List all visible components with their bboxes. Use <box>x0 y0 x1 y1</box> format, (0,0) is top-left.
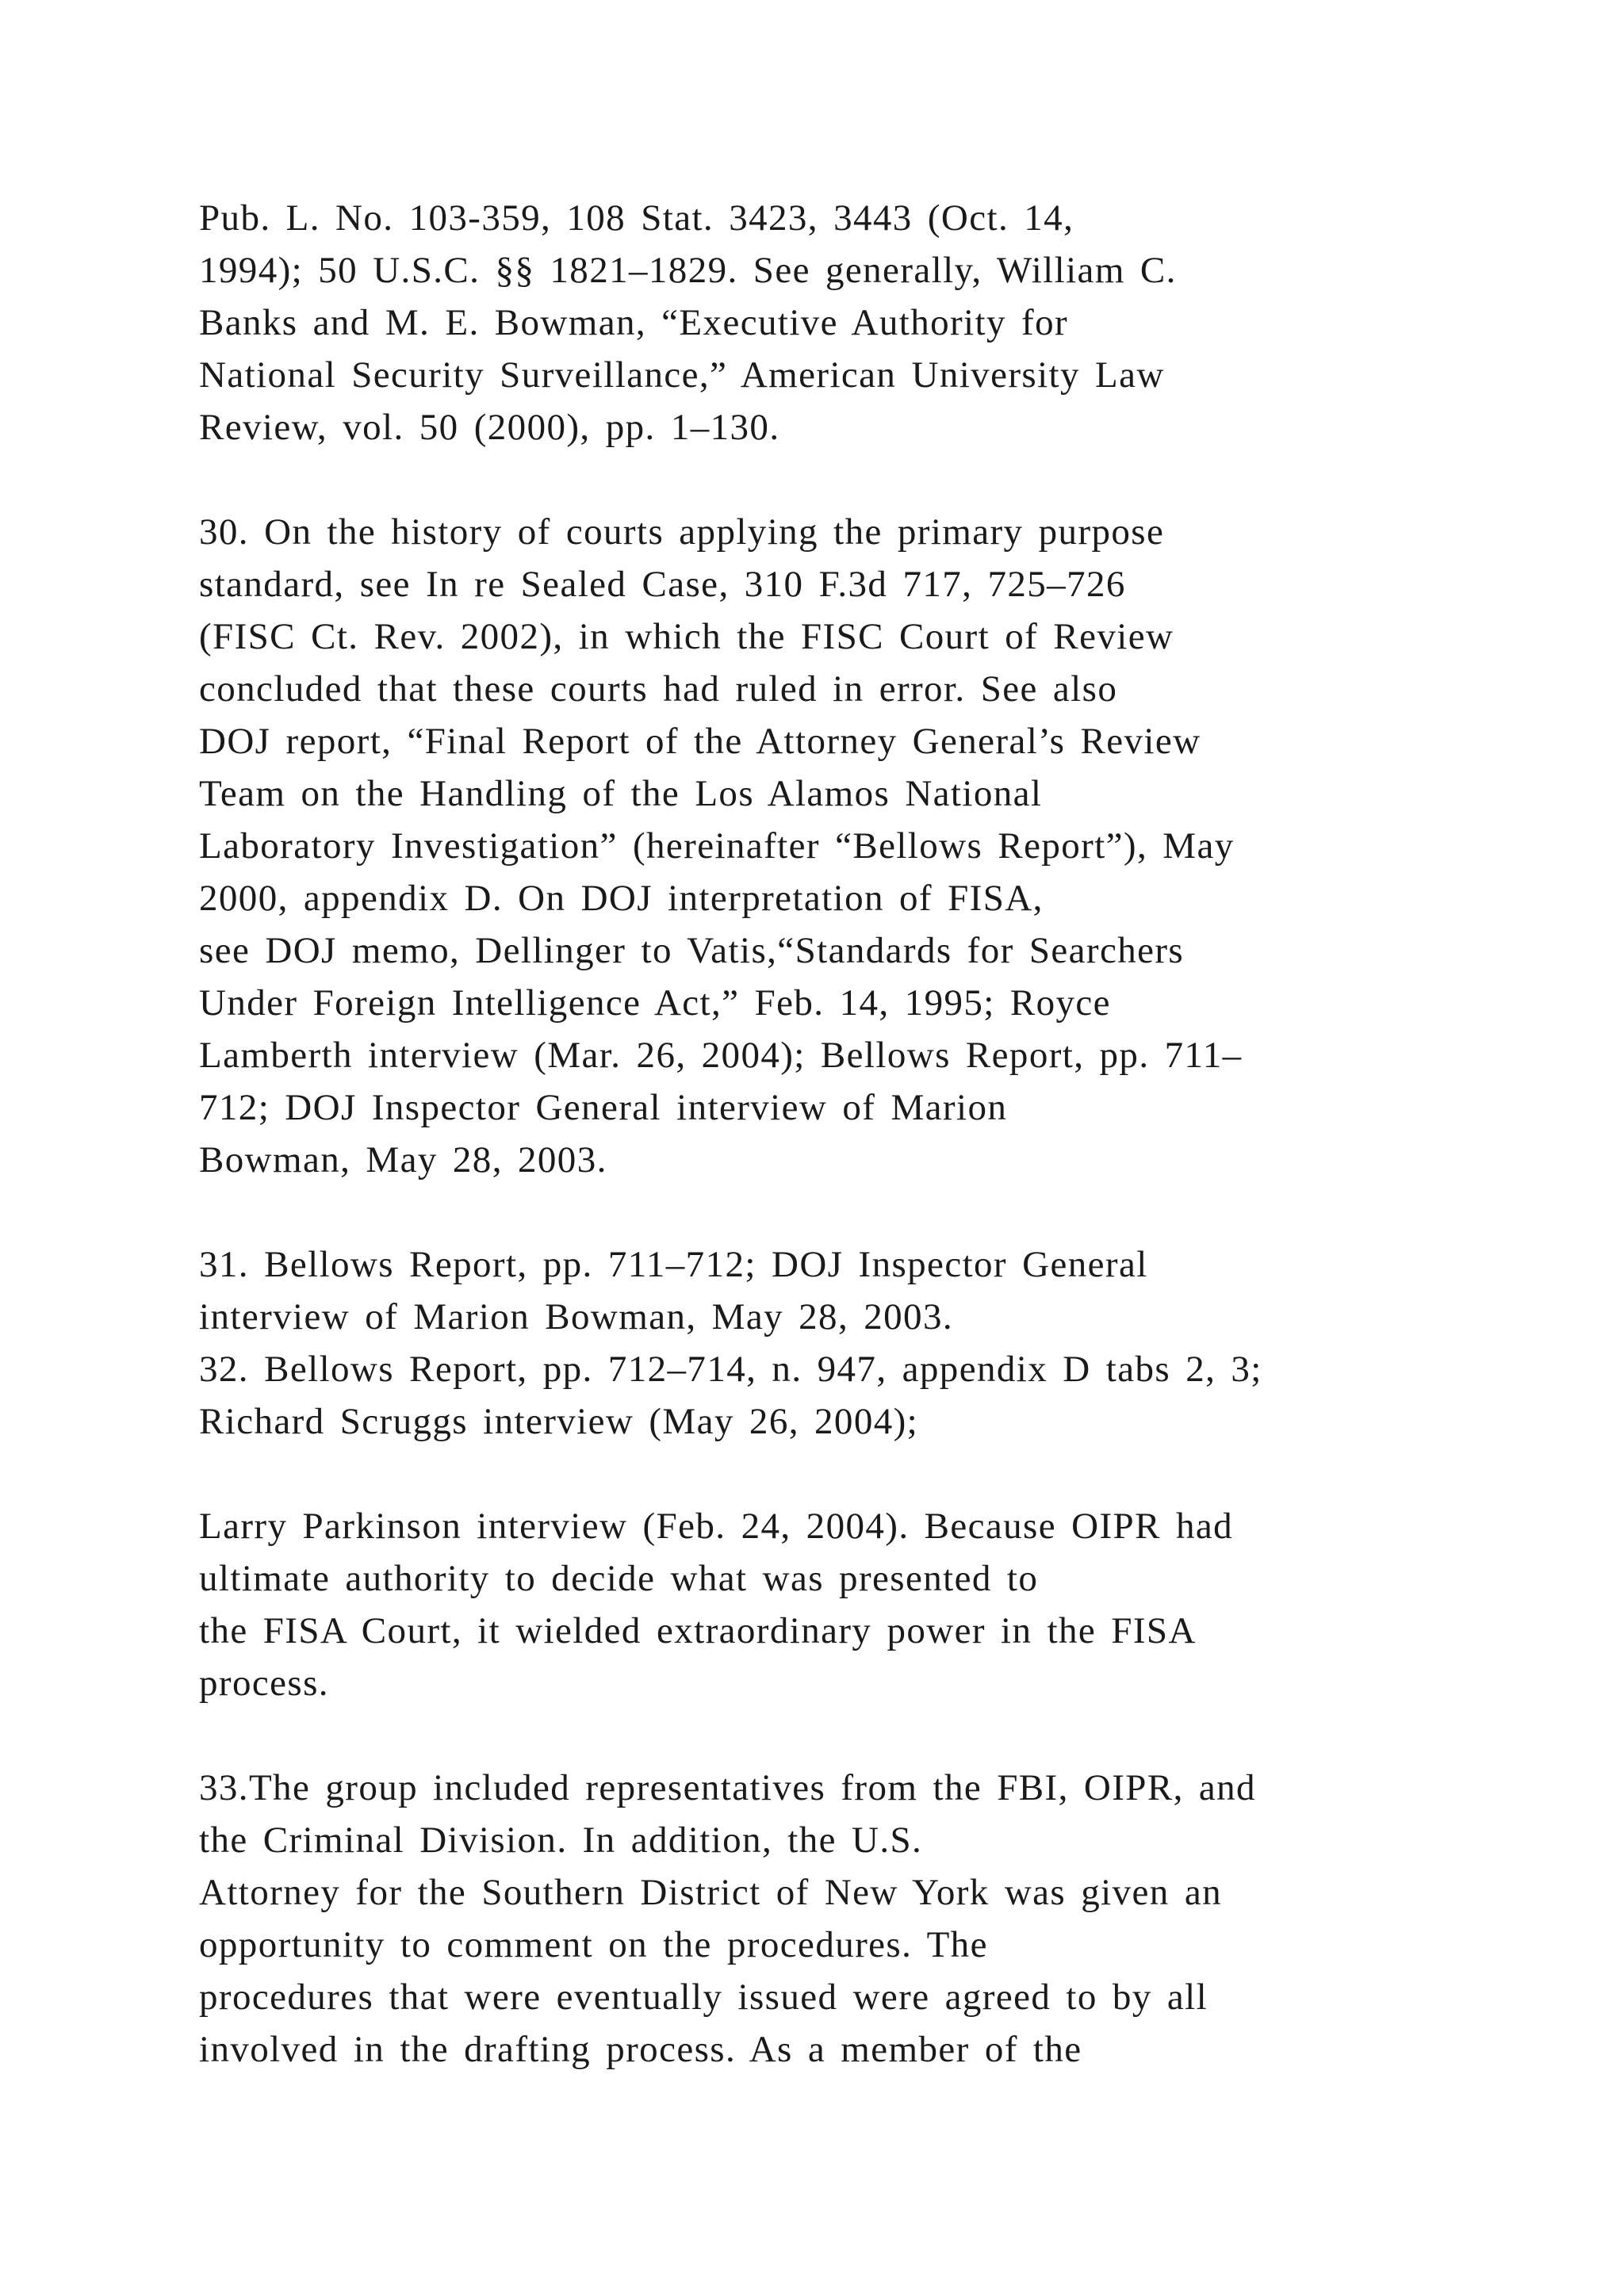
text-line: the FISA Court, it wielded extraordinary power in the FISA <box>199 1610 1197 1651</box>
footnotes-text <box>199 192 1436 2076</box>
paragraph-footnote-30 <box>199 506 1436 1186</box>
text-line: the Criminal Division. In addition, the U.S. <box>199 1820 923 1861</box>
text-line: interview of Marion Bowman, May 28, 2003. <box>199 1296 954 1337</box>
text-line: National Security Surveillance,” American University Law <box>199 354 1165 396</box>
text-line: Pub. L. No. 103-359, 108 Stat. 3423, 3443 (Oct. 14, <box>199 197 1074 239</box>
text-line: Lamberth interview (Mar. 26, 2004); Bellows Report, pp. 711– <box>199 1035 1243 1076</box>
paragraph-footnotes-31-32 <box>199 1238 1436 1448</box>
paragraph-footnote-33 <box>199 1762 1436 2076</box>
text-line: Banks and M. E. Bowman, “Executive Authority for <box>199 302 1069 343</box>
text-line: opportunity to comment on the procedures. The <box>199 1924 988 1965</box>
text-line: Attorney for the Southern District of New York was given an <box>199 1872 1222 1913</box>
text-line: Bowman, May 28, 2003. <box>199 1139 607 1181</box>
paragraph-footnote-29-continued <box>199 192 1436 453</box>
text-line: 32. Bellows Report, pp. 712–714, n. 947, appendix D tabs 2, 3; <box>199 1349 1262 1390</box>
text-line: 33.The group included representatives from the FBI, OIPR, and <box>199 1767 1256 1808</box>
text-line: standard, see In re Sealed Case, 310 F.3d 717, 725–726 <box>199 564 1126 605</box>
text-line: Team on the Handling of the Los Alamos National <box>199 773 1043 814</box>
text-line: procedures that were eventually issued were agreed to by all <box>199 1976 1208 2018</box>
text-line: Larry Parkinson interview (Feb. 24, 2004). Because OIPR had <box>199 1506 1234 1547</box>
text-line: ultimate authority to decide what was presented to <box>199 1558 1039 1599</box>
text-line: Under Foreign Intelligence Act,” Feb. 14, 1995; Royce <box>199 982 1111 1024</box>
text-line: Review, vol. 50 (2000), pp. 1–130. <box>199 407 780 448</box>
text-line: 712; DOJ Inspector General interview of Marion <box>199 1087 1008 1128</box>
paragraph-footnote-32-continued <box>199 1500 1436 1709</box>
text-line: 31. Bellows Report, pp. 711–712; DOJ Inspector General <box>199 1244 1148 1285</box>
text-line: involved in the drafting process. As a member of the <box>199 2029 1082 2070</box>
text-line: process. <box>199 1663 329 1704</box>
text-line: Richard Scruggs interview (May 26, 2004); <box>199 1401 919 1442</box>
text-line: 1994); 50 U.S.C. §§ 1821–1829. See generally, William C. <box>199 250 1177 291</box>
text-line: (FISC Ct. Rev. 2002), in which the FISC Court of Review <box>199 616 1174 657</box>
text-line: DOJ report, “Final Report of the Attorney General’s Review <box>199 721 1201 762</box>
text-line: concluded that these courts had ruled in error. See also <box>199 668 1118 710</box>
text-line: see DOJ memo, Dellinger to Vatis,“Standards for Searchers <box>199 930 1185 971</box>
text-line: Laboratory Investigation” (hereinafter “Bellows Report”), May <box>199 825 1235 867</box>
text-line: 30. On the history of courts applying the primary purpose <box>199 511 1165 553</box>
text-line: 2000, appendix D. On DOJ interpretation of FISA, <box>199 878 1044 919</box>
